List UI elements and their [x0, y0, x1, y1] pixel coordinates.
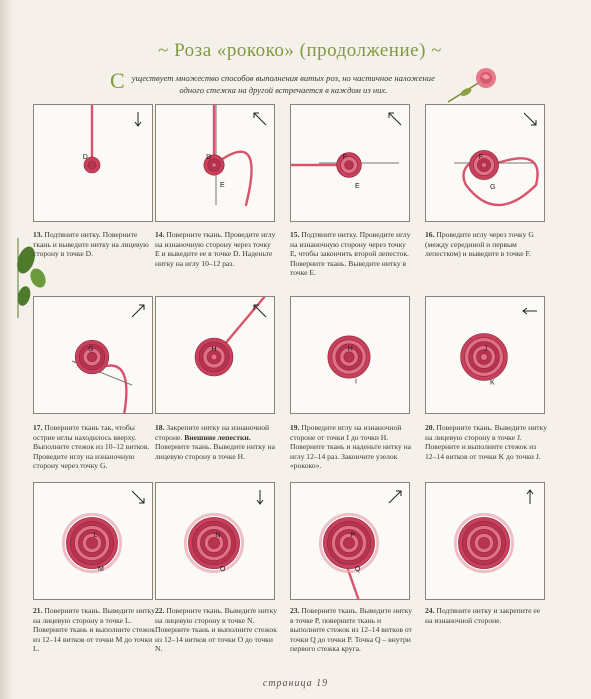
point-label: D: [206, 154, 212, 161]
step-illustration: [425, 296, 545, 414]
rose-stitch-illustration: [34, 297, 152, 413]
step-number: 23.: [290, 606, 302, 615]
direction-arrow-icon: [132, 491, 144, 503]
step-text: Проведите иглу через точку G (между серединой и первым лепестком) и выведите в точке F.: [425, 230, 534, 259]
rose-stitch-illustration: [426, 297, 544, 413]
step-number: 21.: [33, 606, 45, 615]
step-text: Поверните ткань. Проведите иглу на изнаночную сторону через точку E и выведите ее в точке D. Наденьте нитку на иглу 10–12 раз.: [155, 230, 276, 268]
point-label: H: [347, 346, 353, 353]
step-text: Подтяните нитку. Проведите иглу на изнаночную сторону через точку E, чтобы закончить второй лепесток. Поверните ткань. Выведите нитку в точке E.: [290, 230, 411, 278]
step-number: 20.: [425, 423, 437, 432]
rose-stitch-illustration: [156, 483, 274, 599]
direction-arrow-icon: [254, 305, 266, 317]
point-label: F: [478, 154, 484, 161]
rose-stitch-illustration: [34, 105, 152, 221]
direction-arrow-icon: [389, 113, 401, 125]
step-illustration: [33, 104, 153, 222]
step-number: 18.: [155, 423, 167, 432]
rose-stitch-illustration: [156, 105, 274, 221]
step-caption: [33, 423, 155, 471]
point-label: L: [93, 532, 98, 539]
step-illustration: [33, 482, 153, 600]
step-text: Поверните ткань так, чтобы острие иглы находилось вверху. Выполните стежок из 10–12 витков. Проведите иглу на изнаночную сторону через точку G.: [33, 423, 150, 471]
step-caption: [290, 606, 412, 654]
step-text: Закрепите нитку на изнаночной стороне.: [155, 423, 270, 442]
page-footer: страница 19: [262, 678, 329, 689]
step-number: 19.: [290, 423, 302, 432]
step-illustration: [155, 104, 275, 222]
step-number: 15.: [290, 230, 302, 239]
point-label: E: [220, 182, 225, 190]
step-text: Поверните ткань. Выведите нитку на лицевую сторону в точке N. Поверните ткань и выполните стежок из 12–14 витков от точки O до точки N.: [155, 606, 278, 654]
point-label: N: [215, 532, 221, 539]
rose-stitch-illustration: [156, 297, 274, 413]
direction-arrow-icon: [524, 113, 536, 125]
decorative-rose-icon: [444, 62, 504, 106]
rose-stitch-illustration: [291, 297, 409, 413]
intro-paragraph: [110, 68, 440, 96]
step-illustration: [155, 296, 275, 414]
step-subheading: Внешние лепестки.: [184, 432, 251, 442]
step-text: Подтяните нитку и закрепите ее на изнаночной стороне.: [425, 606, 541, 625]
step-number: 22.: [155, 606, 167, 615]
point-label: H: [211, 346, 217, 353]
step-caption: [290, 230, 412, 278]
step-number: 13.: [33, 230, 45, 239]
direction-arrow-icon: [527, 490, 533, 504]
intro-text: уществует множество способов выполнения витых роз, но частичное наложение одного стежка на другой встречается в каждом из них.: [131, 73, 435, 95]
point-label: G: [88, 346, 94, 353]
step-text: Поверните ткань. Выведите нитку на лицевую сторону в точке H.: [155, 442, 275, 461]
step-caption: [425, 230, 547, 259]
point-label: I: [355, 378, 357, 386]
step-illustration: [155, 482, 275, 600]
step-text: Поверните ткань. Выведите нитку в точке P, поверните ткань и выполните стежок из 12–14 витков от точки Q до точки P. Точка Q – внутри первого стежка круга.: [290, 606, 413, 654]
point-label: F: [342, 154, 347, 161]
step-caption: [425, 606, 547, 625]
point-label: M: [98, 566, 104, 574]
point-label: J: [484, 346, 488, 353]
rose-stitch-illustration: [426, 483, 544, 599]
drop-cap: С: [110, 68, 125, 93]
rose-stitch-illustration: [291, 483, 409, 599]
rose-stitch-illustration: [34, 483, 152, 599]
step-illustration: [290, 104, 410, 222]
step-caption: [33, 230, 155, 259]
page-gutter-shade: [0, 0, 14, 699]
point-label: K: [490, 379, 495, 387]
direction-arrow-icon: [254, 113, 266, 125]
point-label: E: [355, 182, 360, 190]
point-label: G: [490, 183, 496, 191]
point-label: Q: [355, 566, 361, 574]
page-title: ~ Роза «рококо» (продолжение) ~: [158, 40, 442, 61]
step-illustration: [290, 482, 410, 600]
step-number: 24.: [425, 606, 437, 615]
step-text: Подтяните нитку. Поверните ткань и выведите нитку на лицевую сторону в точке D.: [33, 230, 149, 259]
step-caption: [425, 423, 547, 461]
step-caption: [155, 230, 277, 268]
step-number: 14.: [155, 230, 167, 239]
direction-arrow-icon: [132, 305, 144, 317]
direction-arrow-icon: [257, 490, 263, 504]
step-illustration: [33, 296, 153, 414]
direction-arrow-icon: [523, 308, 537, 314]
step-caption: [155, 606, 277, 654]
point-label: O: [220, 566, 226, 574]
rose-stitch-illustration: [426, 105, 544, 221]
point-label: P: [350, 532, 356, 539]
direction-arrow-icon: [389, 491, 401, 503]
step-caption: [33, 606, 155, 654]
step-text: Поверните ткань. Выведите нитку на лицевую сторону в точке L. Поверните ткань и выполните стежок из 12–14 витков от точки M до точки L.: [33, 606, 156, 654]
step-number: 17.: [33, 423, 45, 432]
step-illustration: [425, 104, 545, 222]
step-text: Поверните ткань. Выведите нитку на лицевую сторону в точке J. Поверните и выполните стежок из 12–14 витков от точки K до точки J.: [425, 423, 548, 461]
rose-stitch-illustration: [291, 105, 409, 221]
step-caption: [155, 423, 277, 461]
direction-arrow-icon: [135, 112, 141, 126]
step-illustration: [425, 482, 545, 600]
step-illustration: [290, 296, 410, 414]
point-label: D: [82, 154, 88, 161]
step-text: Проведите иглу на изнаночной стороне от точки I до точки H. Поверните ткань и наденьте нитку на иглу 12–14 раз. Закончите узелок «рококо».: [290, 423, 412, 471]
step-caption: [290, 423, 412, 471]
step-number: 16.: [425, 230, 437, 239]
